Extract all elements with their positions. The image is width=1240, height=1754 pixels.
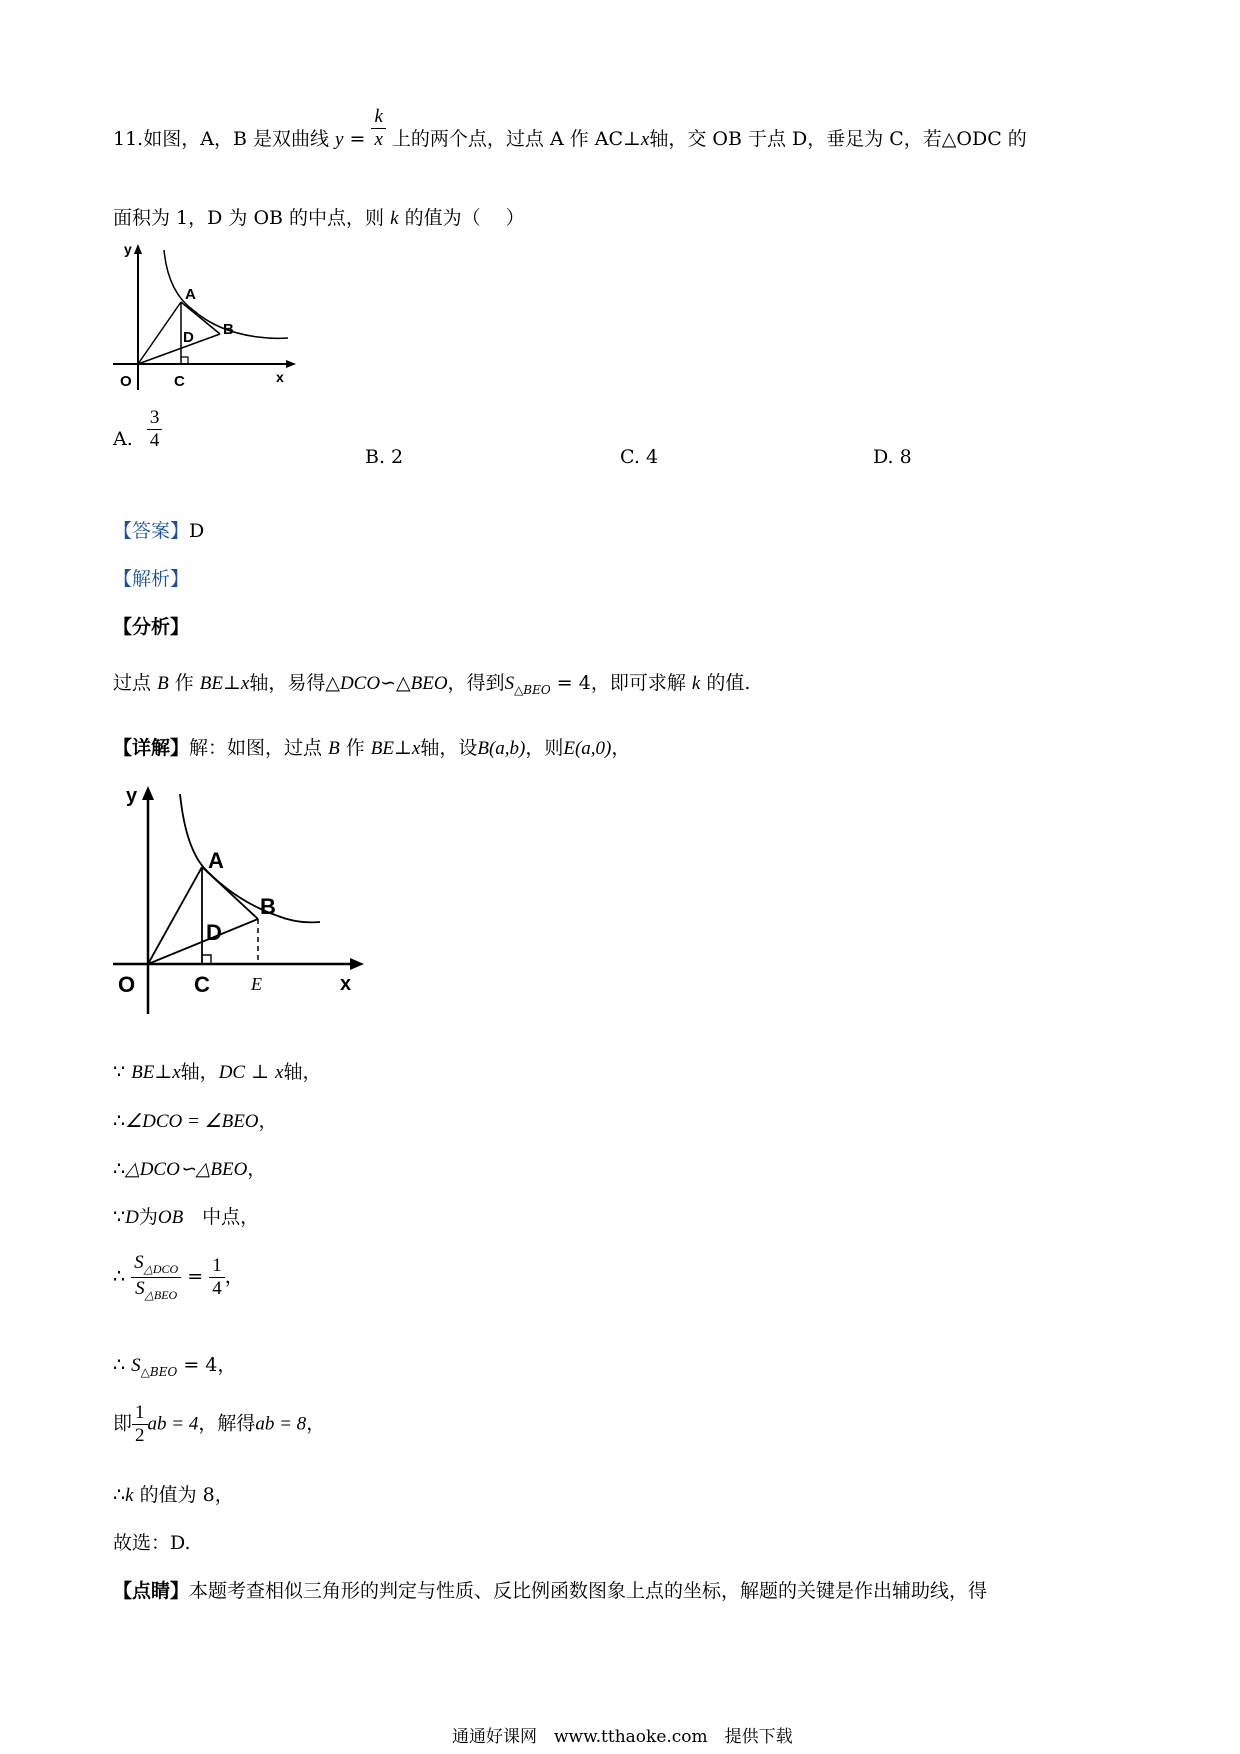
label-b: B [260,894,276,919]
label-c: C [174,373,185,390]
step-7: 即 $\frac{1}{2}$ ab = 4，解得ab = 8， [113,1402,326,1446]
hyperbola-curve [180,794,320,922]
x-arrow [350,958,364,970]
fenxi-line: 过点 B 作 BE⊥x轴，易得△DCO∽△BEO，得到$S_{\triangle BEO} = 4$，即可求解 k 的值. [113,672,751,697]
step-8: ∴k 的值为 8， [113,1484,234,1506]
one-half-fraction: $\frac{1}{2}$ [132,1402,148,1447]
ratio-fraction: $\frac{S_{\triangle DCO}}{S_{\triangle BEO}}$ [131,1252,181,1303]
detail-line: 【详解】解：如图，过点 B 作 BE⊥x轴，设B(a,b)，则E(a,0)， [113,737,631,759]
analysis-tag: 【解析】 [113,568,190,590]
label-e: E [251,974,262,994]
figure-hyperbola-small [108,242,308,402]
label-o: O [120,373,132,390]
label-y: y [126,785,138,807]
right-angle-mark [202,955,211,964]
question-line-1: 11.如图，A，B 是双曲线 y = $\frac{k}{x}$ 上的两个点，过点 A 作 AC⊥x轴，交 OB 于点 D，垂足为 C，若△ODC 的 [113,105,1027,150]
label-y: y [124,242,132,257]
segment-ob [138,334,220,364]
step-6: ∴ $S_{\triangle BEO} = 4$， [113,1354,237,1379]
segment-ab [202,867,258,919]
x-arrow [286,360,296,368]
footer: 通通好课网 www.tthaoke.com 提供下载 [452,1727,793,1747]
label-d: D [206,920,222,945]
label-a: A [208,848,224,873]
step-10: 【点睛】本题考查相似三角形的判定与性质、反比例函数图象上点的坐标，解题的关键是作出辅助线，得 [113,1580,988,1602]
step-1: ∵ BE⊥x轴，DC ⊥ x轴， [113,1061,322,1083]
label-d: D [183,329,194,346]
segment-oa [148,867,202,964]
option-a: A. $\frac{3}{4}$ [113,428,162,451]
step-5: ∴ $\frac{S_{\triangle DCO}}{S_{\triangle BEO}}$ = $\frac{1}{4}$ ， [113,1252,244,1302]
figure-hyperbola-large [108,782,368,1022]
label-x: x [276,369,284,385]
step-2: ∴∠DCO = ∠BEO， [113,1110,278,1132]
segment-oa [138,302,181,364]
label-a: A [185,286,196,303]
option-b: B. 2 [365,446,404,468]
right-angle-mark [181,357,188,364]
answer-value: D [189,520,205,542]
label-c: C [194,972,210,997]
label-x: x [340,973,352,995]
step-4: ∵D为OB 中点， [113,1206,260,1228]
step-3: ∴△DCO∽△BEO， [113,1158,267,1180]
y-arrow [142,786,154,800]
fenxi-tag: 【分析】 [113,616,190,638]
step-9: 故选：D. [113,1532,191,1554]
y-arrow [134,244,142,254]
question-line-2: 面积为 1，D 为 OB 的中点，则 k 的值为（ ） [113,207,525,229]
option-c: C. 4 [620,446,659,468]
segment-ob [148,919,258,964]
fraction-k-over-x: $\frac{k}{x}$ [371,106,385,151]
option-d: D. 8 [873,446,912,468]
answer-line [113,516,204,543]
option-a-fraction: $\frac{3}{4}$ [147,407,163,452]
label-b: B [223,321,234,338]
label-o: O [118,972,136,997]
answer-tag: 【答案】 [113,520,190,542]
one-quarter-fraction: $\frac{1}{4}$ [209,1255,225,1300]
eq-y: y [335,129,344,150]
